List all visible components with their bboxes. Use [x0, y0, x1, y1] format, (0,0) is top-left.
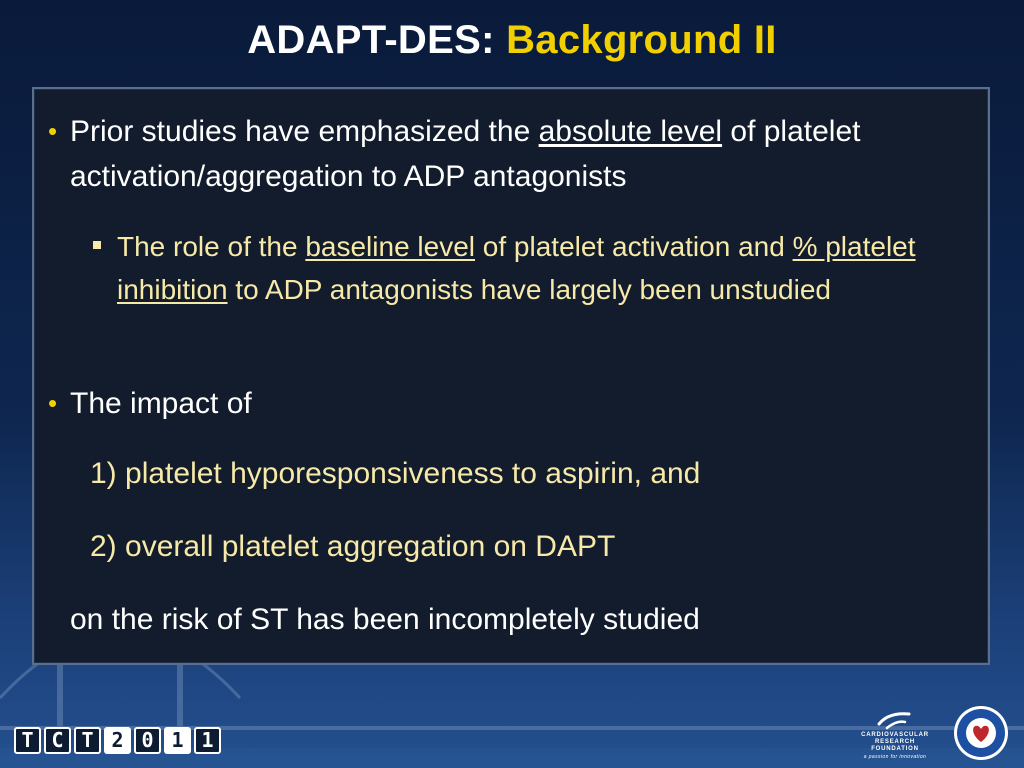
square-bullet-icon: [93, 241, 101, 249]
crf-tagline: a passion for innovation: [863, 754, 927, 760]
closing-line: on the risk of ST has been incompletely studied: [70, 603, 700, 636]
underlined-term: % platelet inhibition: [117, 231, 916, 305]
underlined-term: baseline level: [305, 231, 476, 262]
crf-swirl-icon: [875, 710, 915, 732]
title-accent: Background II: [506, 18, 777, 62]
logo-tile: 0: [134, 727, 161, 754]
subbullet-text: The role of the: [117, 231, 306, 262]
numbered-item-1: 1) platelet hyporesponsiveness to aspirin, and: [90, 457, 701, 490]
logo-tile: C: [44, 727, 71, 754]
title-prefix: ADAPT-DES:: [247, 18, 495, 62]
bullet-text: of platelet activation/aggregation to ADP antagonists: [70, 115, 861, 193]
numbered-item-2: 2) overall platelet aggregation on DAPT: [90, 530, 616, 563]
content-panel: [32, 87, 990, 665]
bullet-impact: [48, 381, 950, 426]
bullet-prior-studies: [48, 109, 950, 199]
slide-title: [0, 18, 1024, 63]
logo-tile: 2: [104, 727, 131, 754]
logo-tile: T: [14, 727, 41, 754]
crf-name: CARDIOVASCULAR RESEARCH FOUNDATION: [861, 732, 929, 752]
bullet-text: Prior studies have emphasized the: [70, 115, 539, 148]
logo-tile: 1: [194, 727, 221, 754]
subbullet-text: to ADP antagonists have largely been unstudied: [227, 274, 831, 305]
subbullet-role: [117, 225, 947, 311]
subbullet-text: of platelet activation and: [475, 231, 793, 262]
bullet-text: The impact of: [70, 387, 252, 420]
logo-tile: T: [74, 727, 101, 754]
bullet-dot-icon: •: [48, 116, 58, 146]
acc-seal-icon: [952, 704, 1010, 762]
bullet-dot-icon: •: [48, 388, 58, 418]
tct-2011-logo: [14, 726, 221, 754]
underlined-term: absolute level: [538, 115, 723, 148]
logo-tile: 1: [164, 727, 191, 754]
crf-logo: [850, 710, 940, 760]
